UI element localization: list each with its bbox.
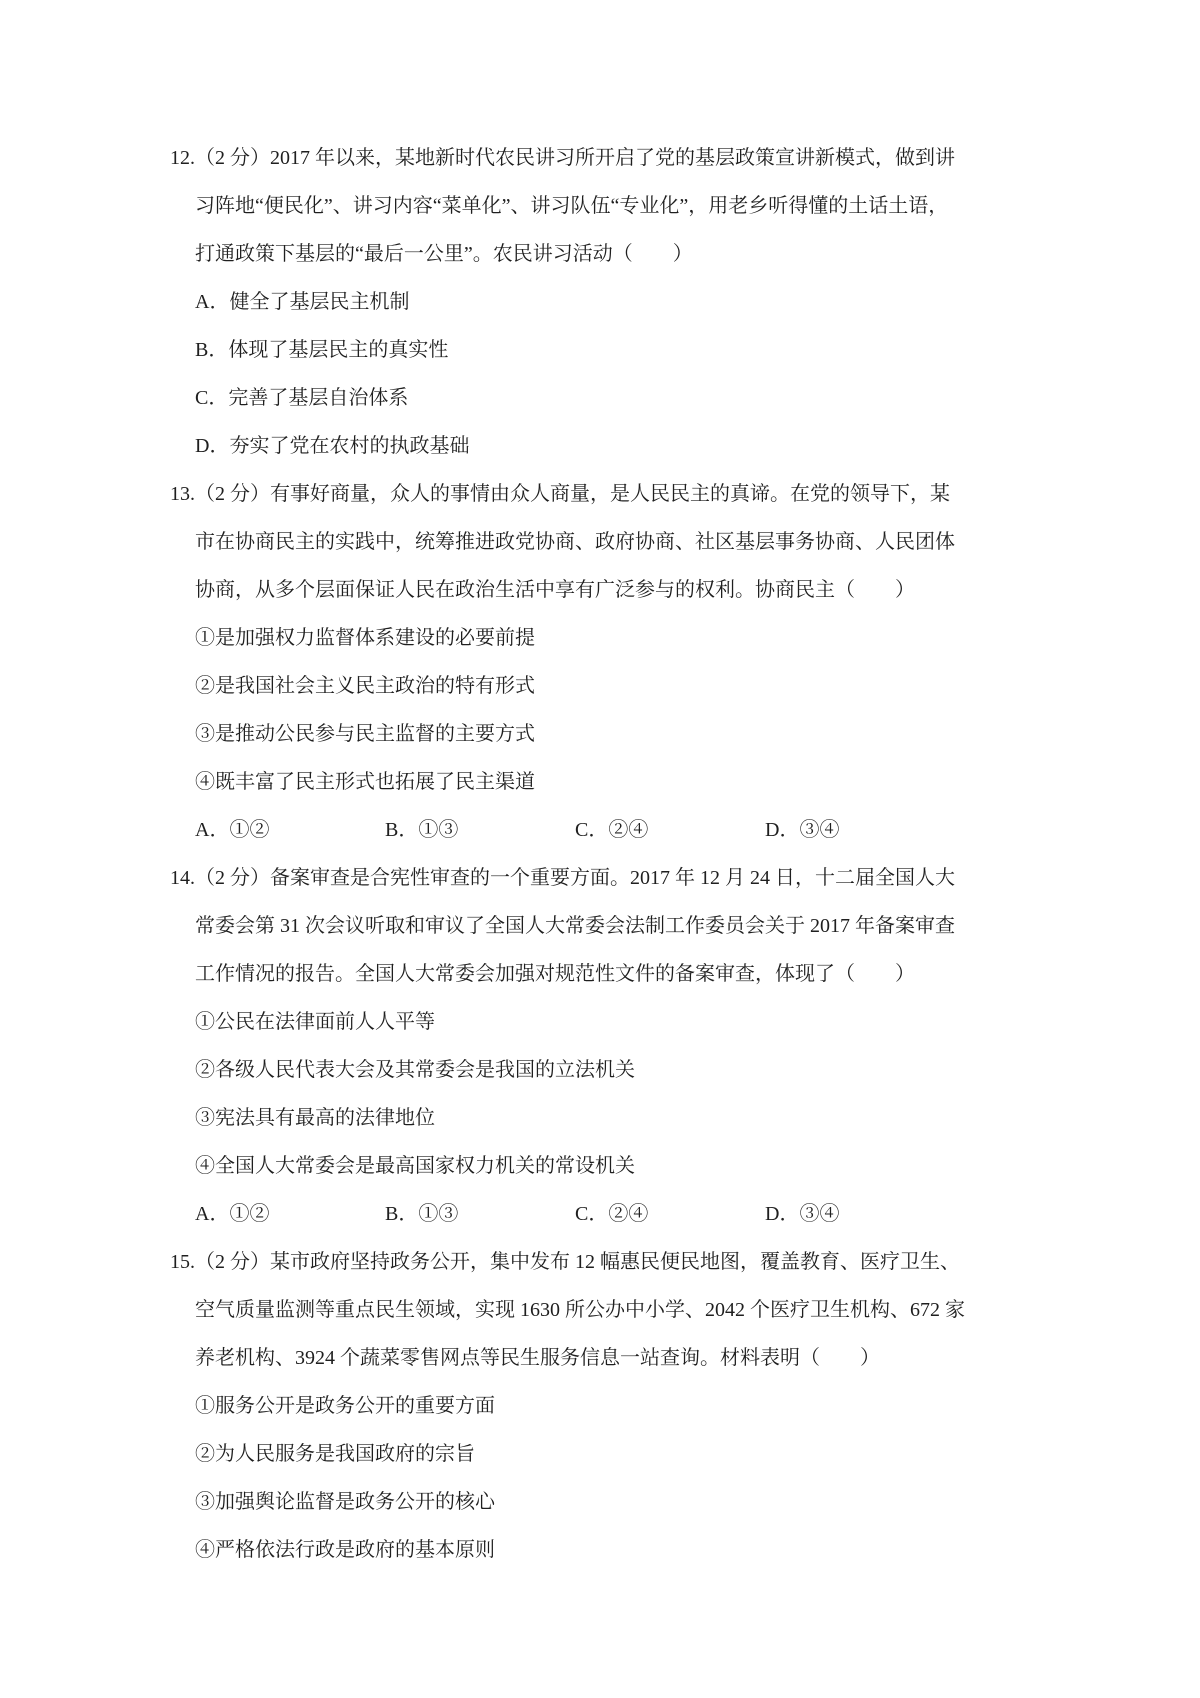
stem-line: 15.（2 分）某市政府坚持政务公开，集中发布 12 幅惠民便民地图，覆盖教育、医疗卫生、 xyxy=(170,1251,960,1273)
choice-option: A．①② xyxy=(195,1203,270,1225)
stem-line: 13.（2 分）有事好商量，众人的事情由众人商量，是人民民主的真谛。在党的领导下，某 xyxy=(170,483,950,505)
statement-item: ③加强舆论监督是政务公开的核心 xyxy=(195,1491,495,1513)
stem-line: 常委会第 31 次会议听取和审议了全国人大常委会法制工作委员会关于 2017 年备案审查 xyxy=(195,915,955,937)
option-line: C．完善了基层自治体系 xyxy=(195,387,409,409)
statement-item: ①公民在法律面前人人平等 xyxy=(195,1011,435,1033)
choice-option: D．③④ xyxy=(765,1203,840,1225)
statement-item: ③宪法具有最高的法律地位 xyxy=(195,1107,435,1129)
choice-row xyxy=(195,1190,1160,1238)
choice-option: C．②④ xyxy=(575,1203,649,1225)
statement-item: ④既丰富了民主形式也拓展了民主渠道 xyxy=(195,771,535,793)
stem-line: 协商，从多个层面保证人民在政治生活中享有广泛参与的权利。协商民主（ ） xyxy=(195,579,915,601)
statement-item: ③是推动公民参与民主监督的主要方式 xyxy=(195,723,535,745)
stem-line: 习阵地“便民化”、讲习内容“菜单化”、讲习队伍“专业化”，用老乡听得懂的土话土语， xyxy=(195,195,949,217)
stem-line: 工作情况的报告。全国人大常委会加强对规范性文件的备案审查，体现了（ ） xyxy=(195,963,915,985)
choice-option: D．③④ xyxy=(765,819,840,841)
statement-item: ①是加强权力监督体系建设的必要前提 xyxy=(195,627,535,649)
statement-item: ②各级人民代表大会及其常委会是我国的立法机关 xyxy=(195,1059,635,1081)
statement-item: ①服务公开是政务公开的重要方面 xyxy=(195,1395,495,1417)
option-line: A．健全了基层民主机制 xyxy=(195,291,410,313)
question-13 xyxy=(170,470,1160,854)
question-15 xyxy=(170,1238,1160,1574)
choice-option: B．①③ xyxy=(385,1203,459,1225)
choice-option: B．①③ xyxy=(385,819,459,841)
question-14 xyxy=(170,854,1160,1238)
choice-row xyxy=(195,806,1160,854)
option-line: D．夯实了党在农村的执政基础 xyxy=(195,435,470,457)
stem-line: 12.（2 分）2017 年以来，某地新时代农民讲习所开启了党的基层政策宣讲新模式，做到讲 xyxy=(170,147,955,169)
option-line: B．体现了基层民主的真实性 xyxy=(195,339,449,361)
statement-item: ④严格依法行政是政府的基本原则 xyxy=(195,1539,495,1561)
choice-option: C．②④ xyxy=(575,819,649,841)
choice-option: A．①② xyxy=(195,819,270,841)
stem-line: 市在协商民主的实践中，统筹推进政党协商、政府协商、社区基层事务协商、人民团体 xyxy=(195,531,955,553)
statement-item: ②为人民服务是我国政府的宗旨 xyxy=(195,1443,475,1465)
stem-line: 空气质量监测等重点民生领域，实现 1630 所公办中小学、2042 个医疗卫生机构、672 家 xyxy=(195,1299,965,1321)
statement-item: ②是我国社会主义民主政治的特有形式 xyxy=(195,675,535,697)
statement-item: ④全国人大常委会是最高国家权力机关的常设机关 xyxy=(195,1155,635,1177)
stem-line: 14.（2 分）备案审查是合宪性审查的一个重要方面。2017 年 12 月 24 日，十二届全国人大 xyxy=(170,867,955,889)
stem-line: 打通政策下基层的“最后一公里”。农民讲习活动（ ） xyxy=(195,243,693,265)
stem-line: 养老机构、3924 个蔬菜零售网点等民生服务信息一站查询。材料表明（ ） xyxy=(195,1347,880,1369)
question-12 xyxy=(170,134,1160,470)
